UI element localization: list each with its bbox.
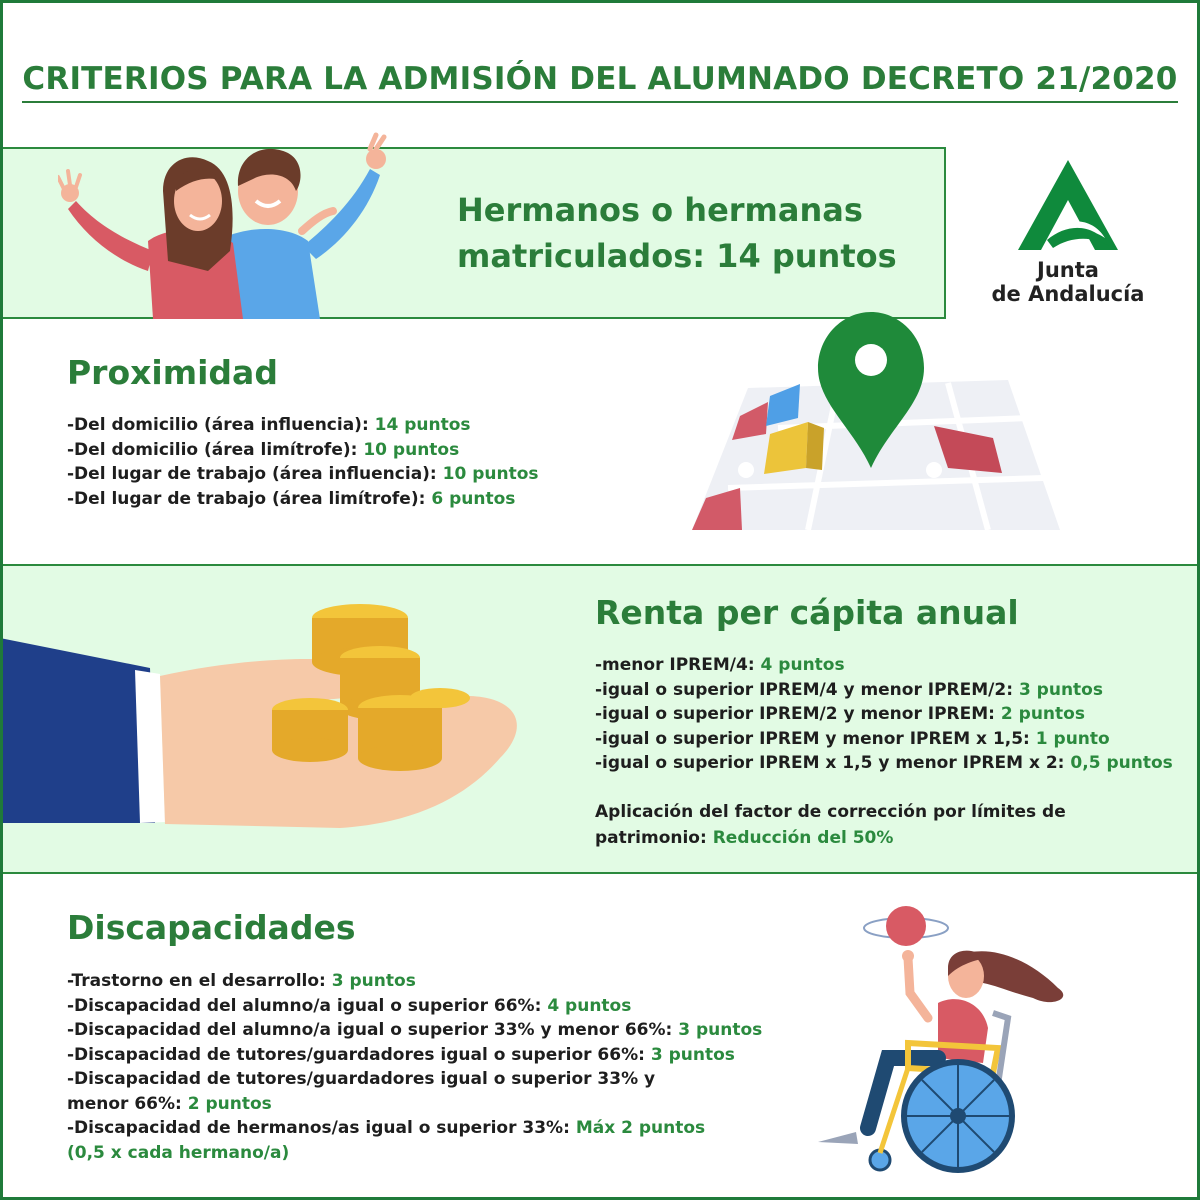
item-points: 3 puntos bbox=[678, 1020, 763, 1040]
proximidad-title: Proximidad bbox=[67, 353, 278, 392]
list-item bbox=[67, 1141, 762, 1166]
happy-couple-icon bbox=[58, 131, 398, 319]
item-label: menor 66%: bbox=[67, 1093, 188, 1114]
item-points: 1 punto bbox=[1035, 728, 1110, 749]
siblings-criterion bbox=[457, 187, 927, 279]
logo-line-2: de Andalucía bbox=[991, 282, 1145, 306]
renta-note bbox=[595, 799, 1075, 851]
item-label: -Discapacidad del alumno/a igual o superior 66%: bbox=[67, 995, 548, 1016]
item-label: -Del lugar de trabajo (área influencia): bbox=[67, 464, 443, 484]
list-item bbox=[67, 487, 539, 512]
list-item bbox=[595, 727, 1173, 752]
renta-list bbox=[595, 653, 1173, 776]
list-item bbox=[67, 1043, 762, 1068]
siblings-line-2: matriculados: 14 puntos bbox=[457, 237, 897, 275]
item-points: 2 puntos bbox=[1000, 704, 1085, 724]
logo-line-1: Junta bbox=[1037, 258, 1099, 282]
item-label: -Discapacidad de tutores/guardadores igual o superior 33% y bbox=[67, 1069, 656, 1089]
list-item bbox=[595, 653, 1173, 678]
siblings-line-1: Hermanos o hermanas bbox=[457, 191, 863, 229]
hand-coins-icon bbox=[0, 598, 530, 838]
item-label: -menor IPREM/4: bbox=[595, 655, 761, 675]
item-label: -Discapacidad del alumno/a igual o superior 33% y menor 66%: bbox=[67, 1020, 679, 1040]
item-points: 4 puntos bbox=[547, 995, 632, 1016]
item-points: 10 puntos bbox=[442, 464, 539, 484]
list-item bbox=[67, 1116, 762, 1141]
item-points: (0,5 x cada hermano/a) bbox=[67, 1142, 290, 1163]
list-item bbox=[67, 994, 762, 1019]
list-item bbox=[595, 678, 1173, 703]
note-label: Aplicación del factor de corrección por límites de patrimonio: bbox=[595, 802, 1066, 848]
item-points: 10 puntos bbox=[363, 439, 460, 460]
item-label: -igual o superior IPREM/2 y menor IPREM: bbox=[595, 704, 1001, 724]
item-points: 3 puntos bbox=[650, 1044, 735, 1065]
item-label: -Del domicilio (área influencia): bbox=[67, 415, 375, 435]
item-points: 3 puntos bbox=[331, 971, 416, 991]
map-pin-icon bbox=[688, 298, 1068, 538]
list-item bbox=[67, 1018, 762, 1043]
item-points: 4 puntos bbox=[760, 655, 845, 675]
list-item bbox=[595, 702, 1173, 727]
page-title-text: CRITERIOS PARA LA ADMISIÓN DEL ALUMNADO DECRETO 21/2020 bbox=[22, 61, 1177, 103]
list-item bbox=[67, 462, 539, 487]
item-points: 0,5 puntos bbox=[1070, 753, 1173, 773]
wheelchair-girl-icon bbox=[798, 898, 1088, 1178]
renta-title: Renta per cápita anual bbox=[595, 593, 1019, 632]
discapacidades-title: Discapacidades bbox=[67, 908, 356, 947]
item-label: -igual o superior IPREM/4 y menor IPREM/2: bbox=[595, 679, 1019, 700]
item-points: Máx 2 puntos bbox=[575, 1118, 706, 1138]
proximidad-list bbox=[67, 413, 539, 511]
list-item bbox=[67, 1092, 762, 1117]
list-item bbox=[67, 413, 539, 438]
item-points: 2 puntos bbox=[187, 1093, 272, 1114]
item-points: 6 puntos bbox=[431, 488, 516, 509]
list-item bbox=[67, 438, 539, 463]
discapacidades-list bbox=[67, 969, 762, 1165]
item-points: 14 puntos bbox=[374, 415, 471, 435]
list-item bbox=[67, 969, 762, 994]
item-label: -igual o superior IPREM y menor IPREM x 1,5: bbox=[595, 728, 1036, 749]
item-label: -Discapacidad de tutores/guardadores igual o superior 66%: bbox=[67, 1044, 651, 1065]
item-points: 3 puntos bbox=[1018, 679, 1103, 700]
item-label: -Trastorno en el desarrollo: bbox=[67, 971, 332, 991]
junta-andalucia-logo-icon bbox=[1013, 158, 1123, 253]
list-item bbox=[67, 1067, 762, 1092]
junta-andalucia-logo bbox=[988, 158, 1148, 308]
note-value: Reducción del 50% bbox=[712, 828, 894, 848]
item-label: -igual o superior IPREM x 1,5 y menor IPREM x 2: bbox=[595, 753, 1071, 773]
item-label: -Del domicilio (área limítrofe): bbox=[67, 439, 364, 460]
list-item bbox=[595, 751, 1173, 776]
item-label: -Del lugar de trabajo (área limítrofe): bbox=[67, 488, 432, 509]
item-label: -Discapacidad de hermanos/as igual o superior 33%: bbox=[67, 1118, 576, 1138]
page-title bbox=[3, 61, 1197, 97]
